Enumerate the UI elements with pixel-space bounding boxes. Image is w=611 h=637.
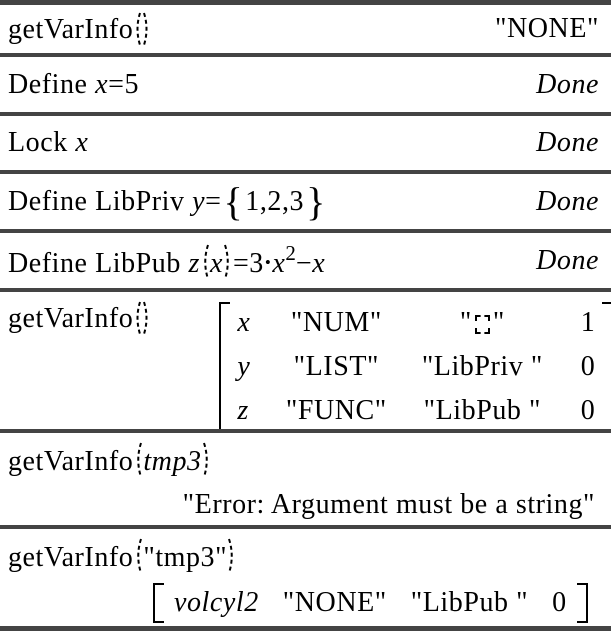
keyword: Lock [8,127,76,158]
function-name: getVarInfo [8,14,134,45]
equals-sign: = [205,185,222,217]
result-value: "NONE" [495,13,599,44]
result-done: Done [536,244,599,276]
dashed-open-paren-icon [133,537,143,575]
dashed-open-paren-icon [200,243,210,281]
dashed-parens [202,446,212,477]
input-expression [8,11,151,47]
dashed-parens [223,248,233,279]
equals-coefficient: =3 [232,247,264,279]
function-z: z [188,247,200,279]
matrix-open-bracket-icon [153,583,164,623]
minus-sign: − [295,247,313,279]
history-entry-getvarinfo-1[interactable] [0,5,611,53]
history-entry-define-libpriv[interactable] [0,174,611,229]
variable-x: x [312,247,326,279]
matrix-close-bracket-icon [602,302,611,432]
exponent: 2 [285,240,296,265]
input-expression [8,441,599,479]
dashed-close-paren-icon [202,441,212,479]
history-entry-getvarinfo-tmp3[interactable] [0,433,611,525]
matrix-grid [230,302,602,432]
matrix-cell-type: "FUNC" [285,395,387,426]
open-brace: { [223,178,244,224]
matrix-cell-var: volcyl2 [174,587,259,618]
empty-placeholder-box-icon [475,315,490,334]
variable-y: y [192,185,206,217]
argument-x: x [209,247,223,279]
bottom-border [0,626,611,631]
history-entry-getvarinfo-tmp3-string[interactable] [0,529,611,626]
result-row-matrix-wrap [153,583,599,631]
dashed-parens [133,446,143,477]
matrix-cell-locked: 0 [580,351,596,382]
function-name: getVarInfo [8,542,134,573]
variable-x: x [272,247,286,279]
keyword: Define [8,68,96,100]
dashed-empty-parens [133,14,151,45]
matrix-cell-lib: "LibPriv " [421,351,543,382]
dashed-open-paren-icon [133,300,142,336]
keyword: Define LibPub [8,247,189,279]
input-expression [8,178,328,224]
input-expression [8,537,599,575]
matrix-cell-type: "NONE" [282,587,387,618]
result-matrix [153,583,588,623]
matrix-cell-var: z [237,395,249,426]
history-entry-getvarinfo-2[interactable] [0,292,611,429]
matrix-cell-var: x [237,307,251,338]
dashed-empty-parens [133,303,151,334]
input-expression [8,69,139,101]
dashed-parens [227,542,237,573]
matrix-cell-lib: "LibPub " [423,395,541,426]
close-brace: } [306,178,326,224]
multiply-dot-icon: • [264,252,272,272]
dashed-parens [200,248,210,279]
matrix-open-bracket-icon [219,302,230,432]
argument-tmp3: tmp3 [143,446,202,477]
history-entry-define-x[interactable] [0,57,611,112]
matrix-cell-lib [460,307,505,339]
variable-x: x [75,127,89,158]
dashed-parens [133,542,143,573]
matrix-cell-locked: 0 [552,587,567,618]
quote-mark: " [459,307,472,338]
matrix-close-bracket-icon [577,583,588,623]
history-entry-lock-x[interactable] [0,116,611,170]
argument-string-tmp3: "tmp3" [143,542,228,573]
input-expression [8,241,325,281]
matrix-cell-locked: 1 [580,307,596,338]
dashed-open-paren-icon [133,441,143,479]
input-expression [8,300,151,336]
dashed-close-paren-icon [223,243,233,281]
dashed-close-paren-icon [227,537,237,575]
result-done: Done [536,185,599,217]
function-name: getVarInfo [8,303,134,334]
quote-mark: " [492,307,505,338]
result-matrix [219,302,611,432]
result-done: Done [536,127,599,158]
dashed-close-paren-icon [142,300,151,336]
list-values: 1,2,3 [245,185,305,217]
matrix-cell-lib: "LibPub " [410,587,529,618]
dashed-open-paren-icon [133,11,142,47]
matrix-cell-type: "NUM" [290,307,382,338]
result-done: Done [536,68,599,100]
matrix-grid [164,583,577,623]
matrix-cell-locked: 0 [580,395,596,426]
dashed-close-paren-icon [142,11,151,47]
error-result: "Error: Argument must be a string" [182,489,595,520]
input-expression [8,127,88,159]
function-name: getVarInfo [8,446,134,477]
value: =5 [108,68,140,100]
matrix-cell-type: "LIST" [293,351,379,382]
keyword: Define LibPriv [8,185,193,217]
variable-x: x [95,68,109,100]
history-entry-define-libpub[interactable] [0,233,611,288]
matrix-cell-var: y [237,351,251,382]
